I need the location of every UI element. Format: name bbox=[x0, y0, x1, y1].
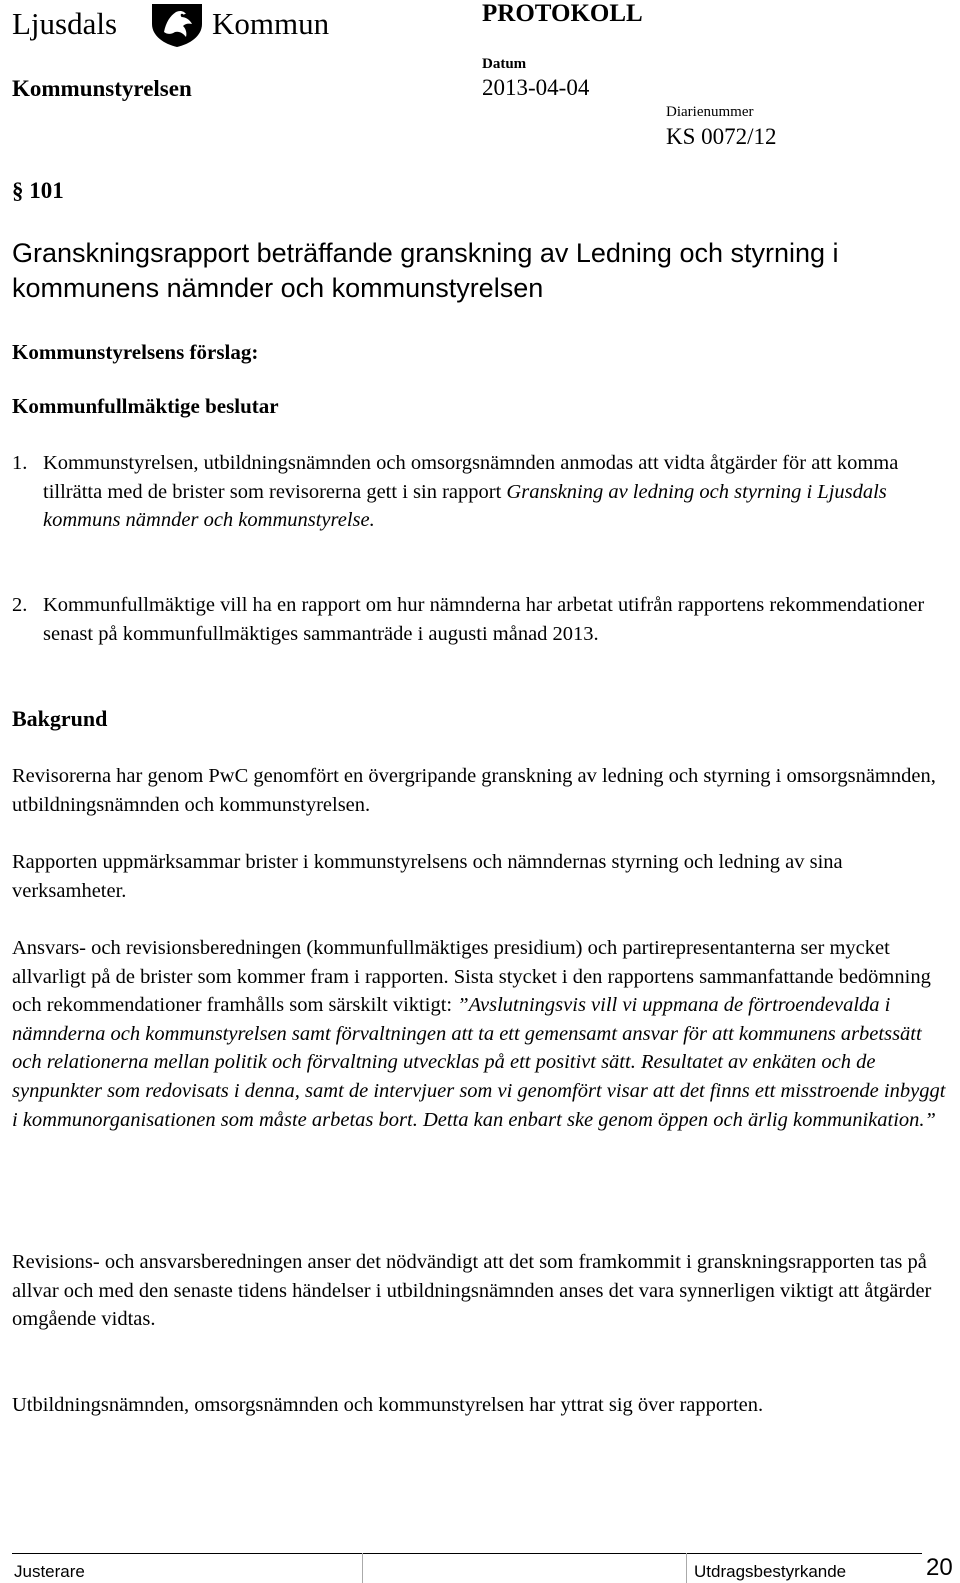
organ-name: Kommunstyrelsen bbox=[12, 76, 192, 101]
item-title: Granskningsrapport beträffande granskning av Ledning och styrning i kommunens nämnder och kommunstyrelsen bbox=[12, 238, 839, 303]
justerare-label: Justerare bbox=[14, 1562, 85, 1581]
decision-item-2 bbox=[12, 591, 947, 648]
meeting-date: 2013-04-04 bbox=[482, 75, 590, 100]
proposal-label: Kommunstyrelsens förslag: bbox=[12, 340, 259, 364]
background-paragraph-2: Rapporten uppmärksammar brister i kommunstyrelsens och nämndernas styrning och ledning av sina verksamheter. bbox=[12, 851, 843, 902]
decision-text bbox=[43, 449, 947, 535]
paragraph-plain-text: Ansvars- och revisionsberedningen (kommunfullmäktiges presidium) och partirepresentanterna ser mycket allvarligt på de brister som kommer fram i rapporten. Sista stycket i den rapportens sammanfattande bedömning och rekommendationer framhålls som särskilt viktigt: bbox=[12, 937, 931, 1017]
background-paragraph-3 bbox=[12, 934, 947, 1134]
municipality-logo bbox=[12, 2, 334, 46]
date-label: Datum bbox=[482, 56, 527, 72]
footer-divider bbox=[362, 1553, 363, 1583]
paragraph-number: § 101 bbox=[12, 178, 64, 203]
logo-text-left: Ljusdals bbox=[12, 6, 118, 41]
page-number: 20 bbox=[926, 1554, 953, 1581]
background-paragraph-5: Utbildningsnämnden, omsorgsnämnden och kommunstyrelsen har yttrat sig över rapporten. bbox=[12, 1394, 764, 1416]
footer-rule bbox=[12, 1553, 922, 1554]
diary-number-label: Diarienummer bbox=[666, 104, 754, 120]
decision-item-1 bbox=[12, 449, 947, 535]
diary-number: KS 0072/12 bbox=[666, 124, 777, 149]
decision-number: 1. bbox=[12, 452, 28, 474]
document-type: PROTOKOLL bbox=[482, 0, 643, 27]
decision-text-plain: Kommunstyrelsen, utbildningsnämnden och omsorgsnämnden anmodas att vidta åtgärder för att komma tillrätta med de brister som revisorerna gett i sin rapport bbox=[43, 452, 899, 503]
footer-divider bbox=[686, 1553, 687, 1583]
decides-label: Kommunfullmäktige beslutar bbox=[12, 394, 279, 418]
decision-text: Kommunfullmäktige vill ha en rapport om hur nämnderna har arbetat utifrån rapportens rekommendationer senast på kommunfullmäktiges sammanträde i augusti månad 2013. bbox=[43, 594, 925, 645]
coat-of-arms-icon bbox=[148, 2, 206, 48]
decision-number: 2. bbox=[12, 594, 28, 616]
utdragsbestyrkande-label: Utdragsbestyrkande bbox=[694, 1562, 847, 1581]
report-title: Granskning av ledning och styrning i Ljusdals kommuns nämnder och kommunstyrelse. bbox=[43, 480, 887, 532]
background-paragraph-1: Revisorerna har genom PwC genomfört en övergripande granskning av ledning och styrning i omsorgsnämnden, utbildningsnämnden och kommunstyrelsen. bbox=[12, 765, 936, 816]
logo-text-right: Kommun bbox=[212, 6, 330, 41]
background-paragraph-4: Revisions- och ansvarsberedningen anser det nödvändigt att det som framkommit i granskningsrapporten tas på allvar och med den senaste tidens händelser i utbildningsnämnden anses det vara synnerligen viktigt att åtgärder omgående vidtas. bbox=[12, 1251, 932, 1331]
background-heading: Bakgrund bbox=[12, 706, 108, 731]
quoted-text: ”Avslutningsvis vill vi uppmana de förtroendevalda i nämnderna och kommunstyrelsen samt förvaltningen att ta ett gemensamt ansvar för att kommunens arbetssätt och relationerna mellan politik och förvaltning utvecklas på ett positivt sätt. Resultatet av enkäten och de synpunkter som redovisats i denna, samt de intervjuer som vi genomfört visar att det finns ett misstroende inbyggt i kommunorganisationen som måste arbetas bort. Detta kan enbart ske genom öppen och ärlig kommunikation.” bbox=[12, 994, 946, 1131]
